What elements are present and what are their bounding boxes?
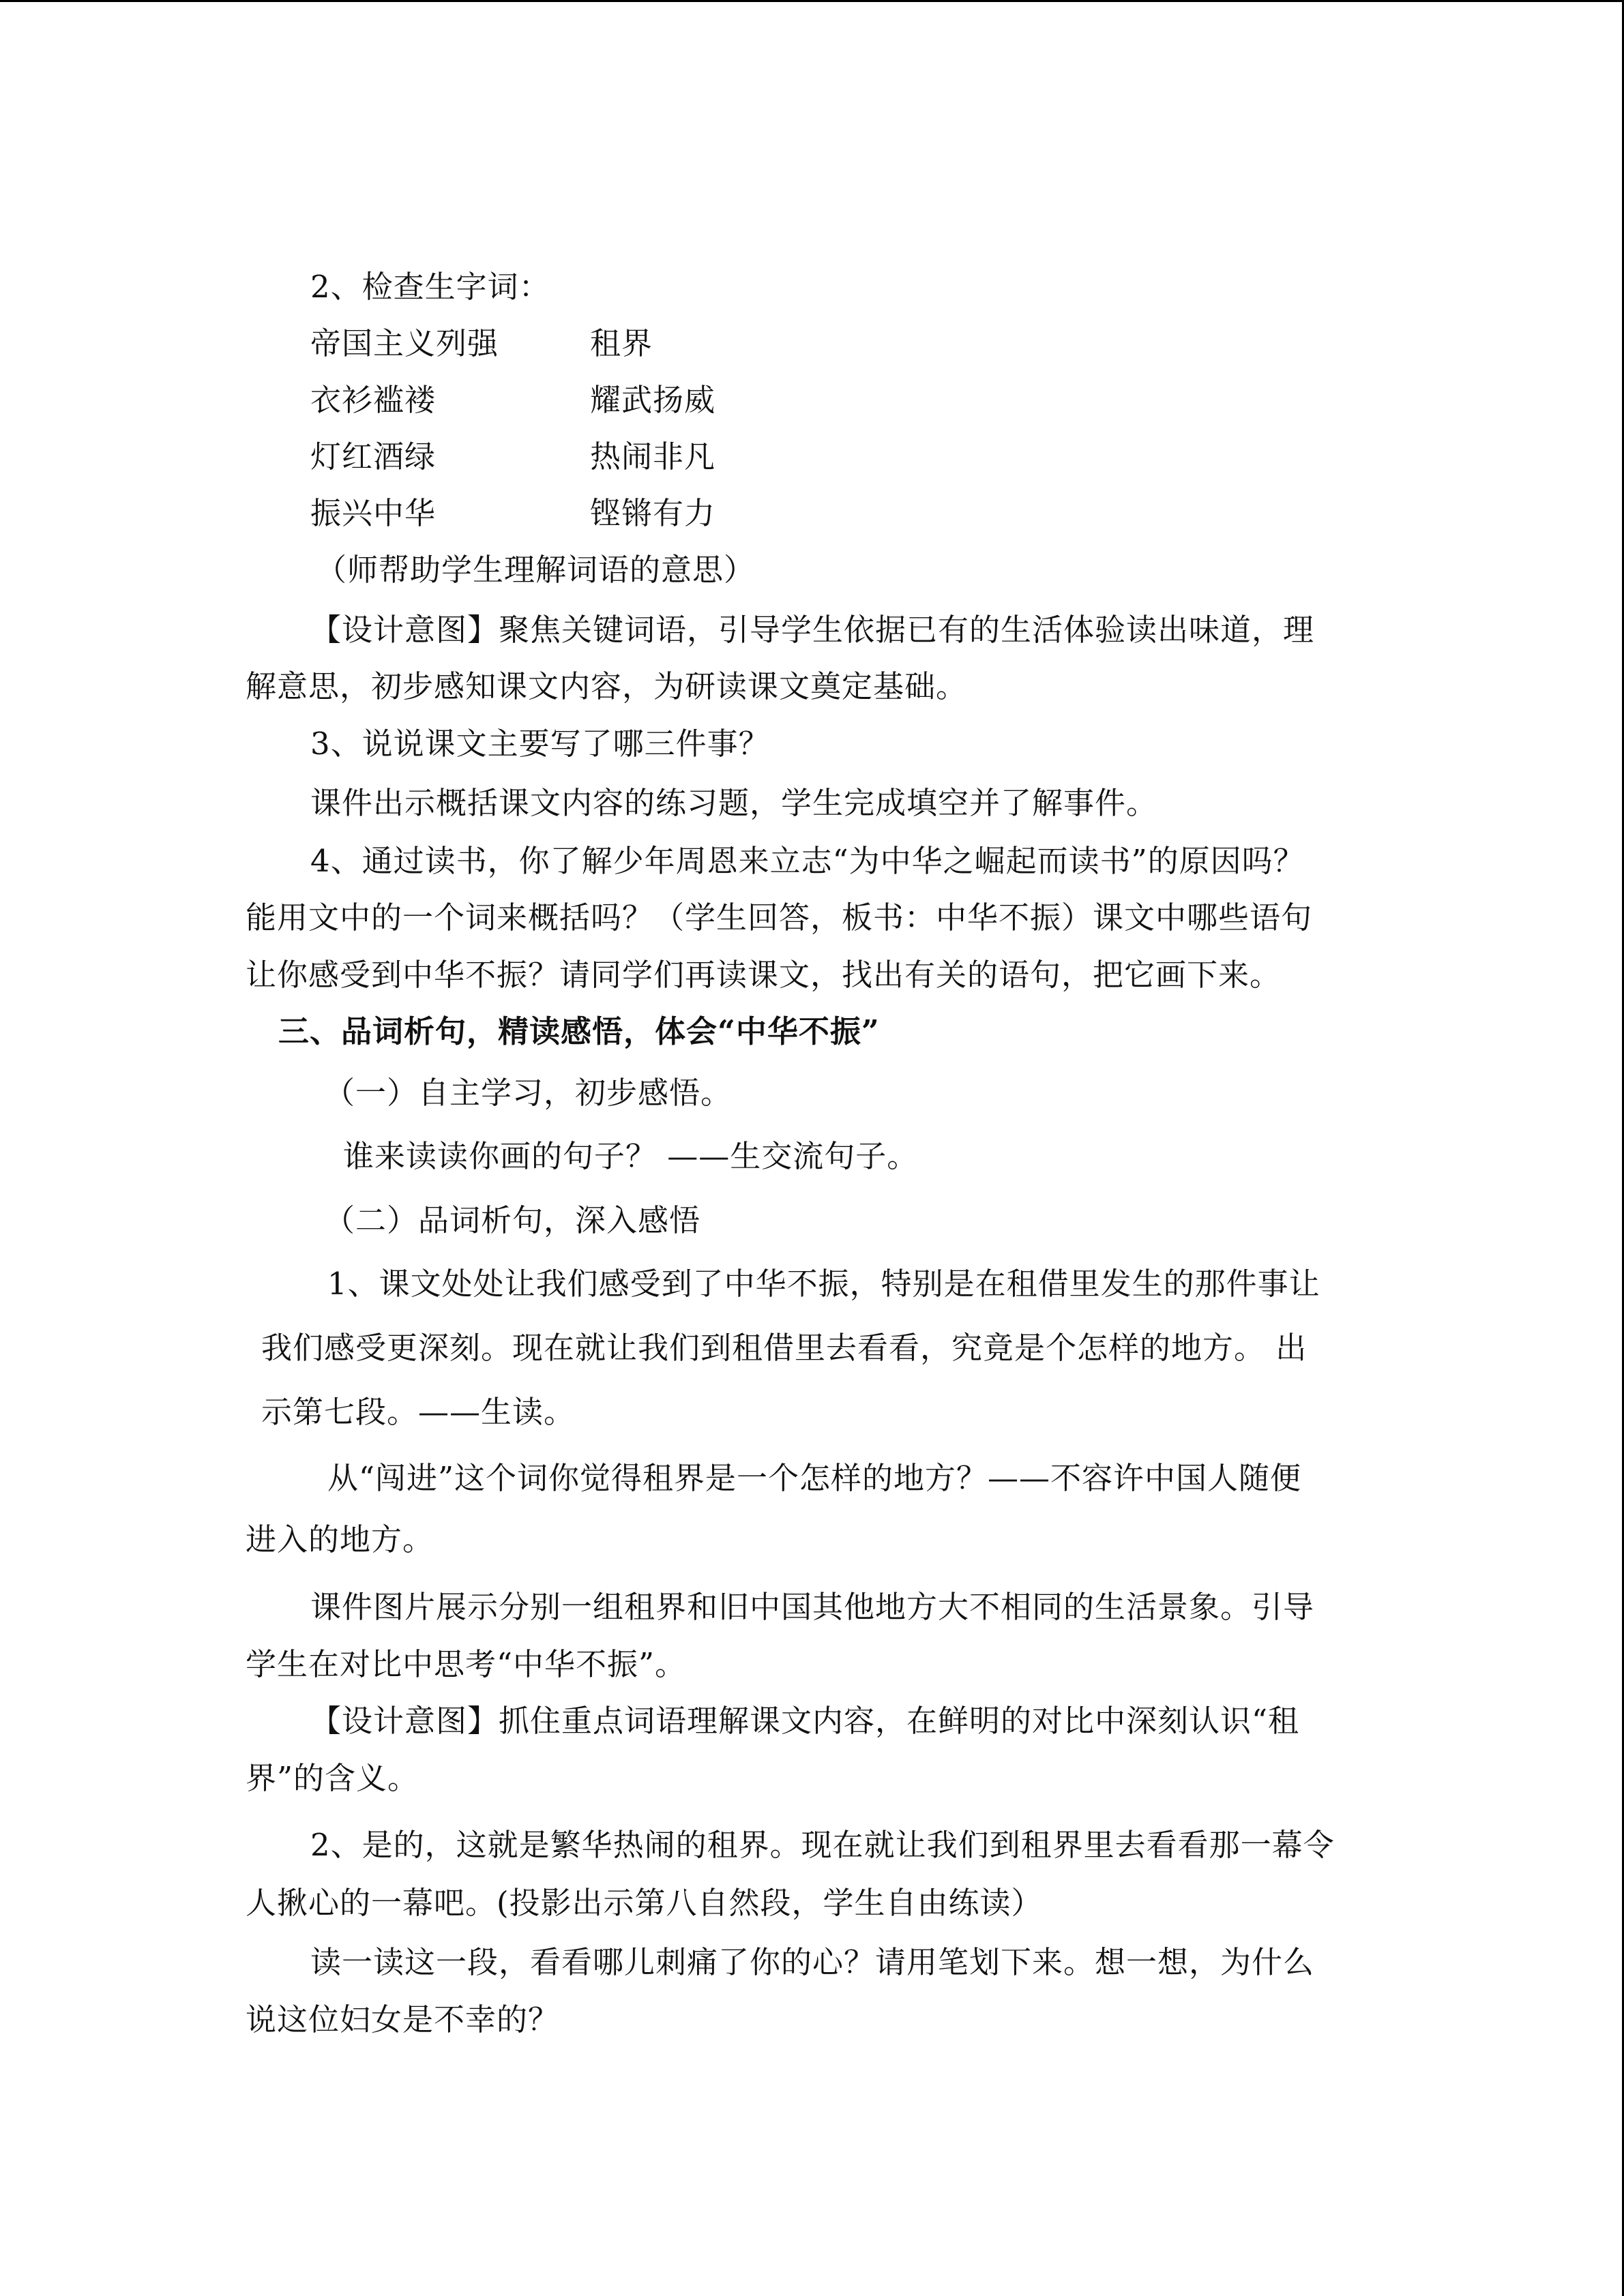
design-intent-2-line-1: 【设计意图】抓住重点词语理解课文内容，在鲜明的对比中深刻认识“租 [310,1703,1300,1739]
step-3-question: 3、说说课文主要写了哪三件事？ [310,726,770,762]
chuangjin-line-2: 进入的地方。 [246,1521,434,1557]
point-1-line-1: 1、课文处处让我们感受到了中华不振，特别是在租借里发生的那件事让 [327,1266,1320,1302]
section-three-heading: 三、品词析句，精读感悟，体会“中华不振” [278,1013,880,1049]
step-4-line-1: 4、通过读书，你了解少年周恩来立志“为中华之崛起而读书”的原因吗？ [310,843,1305,879]
point-2-line-1: 2、是的，这就是繁华热闹的租界。现在就让我们到租界里去看看那一幕令 [310,1827,1335,1863]
subsection-one-heading: （一）自主学习，初步感悟。 [324,1075,733,1111]
point-1-line-2: 我们感受更深刻。现在就让我们到租借里去看看，究竟是个怎样的地方。 出 [261,1330,1308,1366]
vocab-left-4: 振兴中华 [310,495,437,531]
step-4-line-2: 能用文中的一个词来概括吗？（学生回答，板书：中华不振）课文中哪些语句 [246,899,1313,936]
vocab-left-2: 衣衫褴褛 [310,382,437,418]
courseware-line-2: 学生在对比中思考“中华不振”。 [246,1646,687,1682]
step-4-line-3: 让你感受到中华不振？请同学们再读课文，找出有关的语句，把它画下来。 [246,957,1282,993]
vocab-right-3: 热闹非凡 [590,438,716,475]
step-3-detail: 课件出示概括课文内容的练习题，学生完成填空并了解事件。 [310,785,1158,821]
subsection-two-heading: （二）品词析句，深入感悟 [324,1202,701,1238]
design-intent-1-line-1: 【设计意图】聚焦关键词语，引导学生依据已有的生活体验读出味道，理 [310,612,1315,648]
point-2-line-2: 人揪心的一幕吧。(投影出示第八自然段，学生自由练读） [246,1885,1043,1921]
point-1-line-3: 示第七段。——生读。 [261,1394,576,1430]
page-border-top [0,0,1624,2]
design-intent-1-line-2: 解意思，初步感知课文内容，为研读课文奠定基础。 [246,668,968,704]
heading-check-vocab: 2、检查生字词： [310,269,550,305]
courseware-line-1: 课件图片展示分别一组租界和旧中国其他地方大不相同的生活景象。引导 [310,1589,1315,1625]
vocab-right-4: 铿锵有力 [590,495,716,531]
teacher-note: （师帮助学生理解词语的意思） [316,552,756,588]
read-task-line-1: 读一读这一段，看看哪儿刺痛了你的心？请用笔划下来。想一想，为什么 [310,1944,1315,1980]
vocab-left-3: 灯红酒绿 [310,438,437,475]
chuangjin-line-1: 从“闯进”这个词你觉得租界是一个怎样的地方？——不容许中国人随便 [327,1460,1302,1496]
vocab-right-2: 耀武扬威 [590,382,716,418]
vocab-right-1: 租界 [590,325,653,361]
subsection-one-detail: 谁来读读你画的句子？ ——生交流句子。 [343,1138,919,1174]
read-task-line-2: 说这位妇女是不幸的？ [246,2001,560,2038]
vocab-left-1: 帝国主义列强 [310,325,499,361]
design-intent-2-line-2: 界”的含义。 [246,1760,419,1796]
